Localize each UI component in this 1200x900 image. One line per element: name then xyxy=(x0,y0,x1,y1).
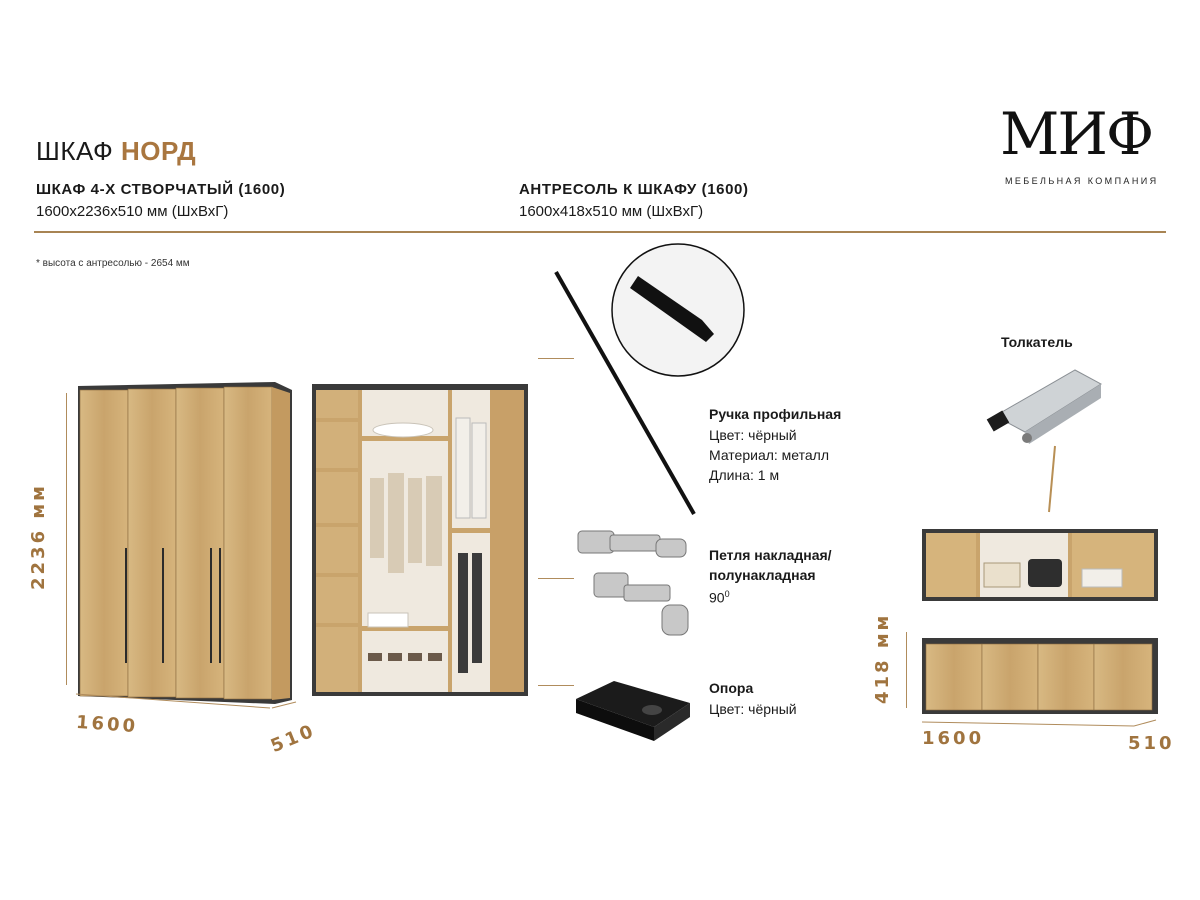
support-leader-line xyxy=(538,685,574,686)
company-logo-subtitle: МЕБЕЛЬНАЯ КОМПАНИЯ xyxy=(1005,176,1159,186)
handle-title: Ручка профильная xyxy=(709,406,842,422)
hinge-leader-line xyxy=(538,578,574,579)
mezzanine-closed-illustration xyxy=(918,634,1162,718)
mezzanine-height-label: 418 мм xyxy=(872,612,893,704)
hinge-image xyxy=(570,515,698,655)
header-divider xyxy=(34,231,1166,233)
hinge-title-1: Петля накладная/ xyxy=(709,547,832,563)
wardrobe-width-label: 1600 xyxy=(75,711,139,738)
wardrobe-open-illustration xyxy=(308,378,534,704)
mezzanine-width-label: 1600 xyxy=(922,728,985,749)
support-image xyxy=(570,665,696,745)
mezzanine-dims: 1600х418х510 мм (ШхВхГ) xyxy=(519,203,704,220)
height-note: * высота с антресолью - 2654 мм xyxy=(36,258,190,269)
handle-material: Материал: металл xyxy=(709,447,830,463)
hinge-title-2: полунакладная xyxy=(709,567,816,583)
mezzanine-depth-label: 510 xyxy=(1128,733,1175,754)
wardrobe-height-label: 2236 мм xyxy=(28,483,49,590)
height-dimension-line xyxy=(66,393,67,685)
wardrobe-title: ШКАФ 4-Х СТВОРЧАТЫЙ (1600) xyxy=(36,181,286,198)
support-title: Опора xyxy=(709,680,754,696)
mezzanine-open-illustration xyxy=(918,525,1162,603)
mezz-height-dimension-line xyxy=(906,632,907,708)
wardrobe-depth-label: 510 xyxy=(267,720,319,757)
wardrobe-dims: 1600х2236х510 мм (ШхВхГ) xyxy=(36,203,229,220)
hinge-angle: $90^0$ xyxy=(709,589,730,606)
support-color: Цвет: чёрный xyxy=(709,701,797,717)
title-prefix: ШКАФ xyxy=(36,136,114,166)
wardrobe-closed-illustration xyxy=(70,378,300,708)
handle-color: Цвет: чёрный xyxy=(709,427,797,443)
pusher-image xyxy=(985,356,1115,518)
page-title xyxy=(36,136,196,167)
pusher-title: Толкатель xyxy=(1001,334,1073,350)
title-name: НОРД xyxy=(120,136,197,166)
company-logo: МИФ xyxy=(1000,100,1153,168)
handle-detail-circle xyxy=(610,242,746,378)
mezzanine-title: АНТРЕСОЛЬ К ШКАФУ (1600) xyxy=(519,181,749,198)
handle-length: Длина: 1 м xyxy=(709,467,780,483)
